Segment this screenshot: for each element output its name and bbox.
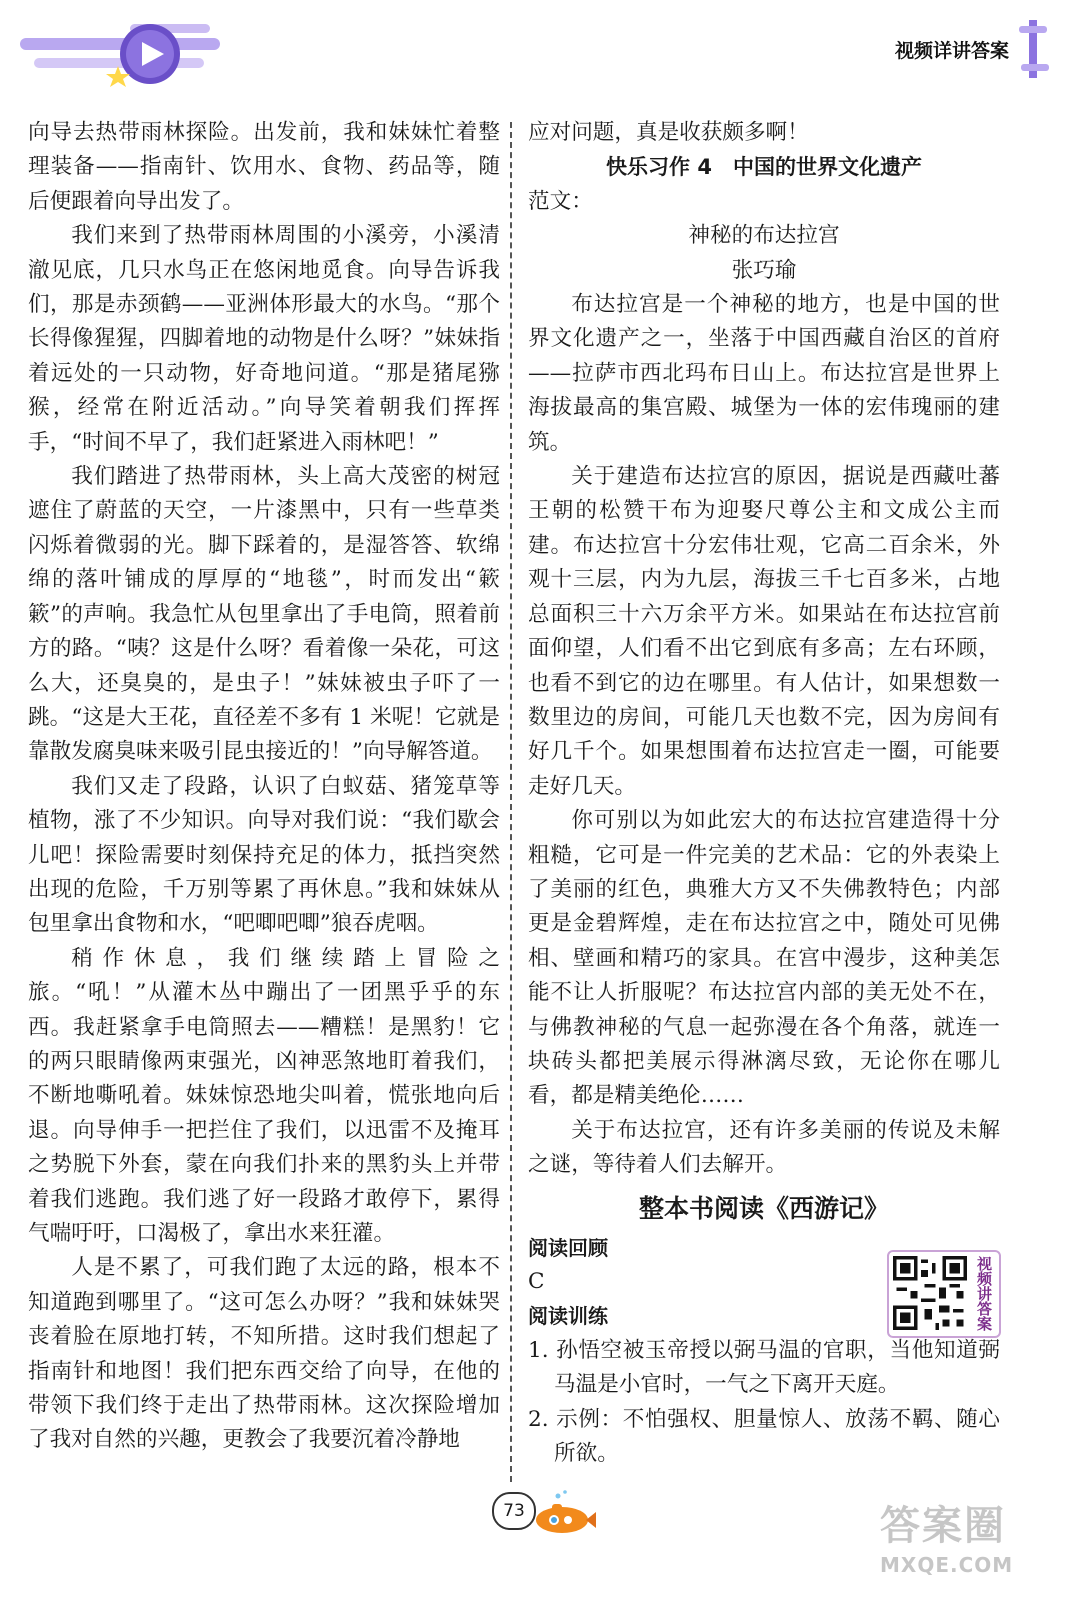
left-paragraph-3: 我们踏进了热带雨林，头上高大茂密的树冠遮住了蔚蓝的天空，一片漆黑中，只有一些草类闪烁着微弱的光。脚下踩着的，是湿答答、软绵绵的落叶铺成的厚厚的“地毯”，时而发出“簌簌”的声响。我急忙从包里拿出了手电筒，照着前方的路。“咦？这是什么呀？看着像一朵花，可这么大，还臭臭的，是虫子！”妹妹被虫子吓了一跳。“这是大王花，直径差不多有 1 米呢！它就是靠散发腐臭味来吸引昆虫接近的！”向导解答道。 <box>28 464 500 765</box>
watermark-top: 答案圈 <box>880 1503 1006 1549</box>
review-label: 阅读回顾 <box>528 1235 608 1260</box>
book-section-title: 整本书阅读《西游记》 <box>638 1193 889 1223</box>
review-answer: C <box>528 1269 545 1294</box>
essay-paragraph-3: 你可别以为如此宏大的布达拉宫建造得十分粗糙，它可是一件完美的艺术品：它的外表染上了美丽的红色，典雅大方又不失佛教特色；内部更是金碧辉煌，走在布达拉宫之中，随处可见佛相、壁画和精巧的家具。在宫中漫步，这种美怎能不让人折服呢？布达拉宫内部的美无处不在，与佛教神秘的气息一起弥漫在各个角落，就连一块砖头都把美展示得淋漓尽致，无论你在哪儿看，都是精美绝伦…… <box>528 808 1000 1109</box>
essay-paragraph-1: 布达拉宫是一个神秘的地方，也是中国的世界文化遗产之一，坐落于中国西藏自治区的首府——拉萨市西北玛布日山上。布达拉宫是世界上海拔最高的集宫殿、城堡为一体的宏伟瑰丽的建筑。 <box>528 292 1000 455</box>
video-play-logo-icon <box>20 14 220 88</box>
essay-paragraph-4: 关于布达拉宫，还有许多美丽的传说及未解之谜，等待着人们去解开。 <box>528 1117 1000 1178</box>
left-paragraph-6: 人是不累了，可我们跑了太远的路，根本不知道跑到哪里了。“这可怎么办呀？”我和妹妹哭丧着脸在原地打转，不知所措。这时我们想起了指南针和地图！我们把东西交给了向导，在他的带领下我们终于走出了热带雨林。这次探险增加了我对自然的兴趣，更教会了我要沉着冷静地 <box>28 1255 500 1453</box>
section-title: 快乐习作 4 中国的世界文化遗产 <box>606 155 922 180</box>
left-paragraph-5: 稍作休息，我们继续踏上冒险之旅。“吼！”从灌木丛中蹦出了一团黑乎乎的东西。我赶紧拿手电筒照去——糟糕！是黑豹！它的两只眼睛像两束强光，凶神恶煞地盯着我们，不断地嘶吼着。妹妹惊恐地尖叫着，慌张地向后退。向导伸手一把拦住了我们，以迅雷不及掩耳之势脱下外套，蒙在向我们扑来的黑豹头上并带着我们逃跑。我们逃了好一段路才敢停下，累得气喘吁吁，口渴极了，拿出水来狂灌。 <box>28 945 500 1246</box>
watermark <box>880 1500 1070 1596</box>
watermark-bottom: MXQE.COM <box>880 1553 1014 1577</box>
essay-paragraph-2: 关于建造布达拉宫的原因，据说是西藏吐蕃王朝的松赞干布为迎娶尺尊公主和文成公主而建。布达拉宫十分宏伟壮观，它高二百余米，外观十三层，内为九层，海拔三千七百多米，占地总面积三十六万余平方米。如果站在布达拉宫前面仰望，人们看不出它到底有多高；左右环顾，也看不到它的边在哪里。有人估计，如果想数一数里边的房间，可能几天也数不完，因为房间有好几千个。如果想围着布达拉宫走一圈，可能要走好几天。 <box>528 464 1000 799</box>
header-decoration-icon <box>1019 20 1049 78</box>
qr-code-icon <box>893 1256 967 1330</box>
essay-author: 张巧瑜 <box>731 257 797 283</box>
training-label: 阅读训练 <box>528 1304 608 1329</box>
sample-label: 范文： <box>528 188 593 214</box>
column-divider <box>510 122 512 1482</box>
left-column <box>28 116 500 1458</box>
left-paragraph-4: 我们又走了段路，认识了白蚁菇、猪笼草等植物，涨了不少知识。向导对我们说：“我们歇会儿吧！探险需要时刻保持充足的体力，抵挡突然出现的危险，千万别等累了再休息。”我和妹妹从包里拿出食物和水，“吧唧吧唧”狼吞虎咽。 <box>28 773 500 937</box>
left-paragraph-1: 向导去热带雨林探险。出发前，我和妹妹忙着整理装备——指南针、饮用水、食物、药品等，随后便跟着向导出发了。 <box>28 120 500 214</box>
essay-title: 神秘的布达拉宫 <box>688 223 840 249</box>
continuation-text: 应对问题，真是收获颇多啊！ <box>528 120 809 145</box>
training-item-2: 2. 示例：不怕强权、胆量惊人、放荡不羁、随心所欲。 <box>528 1406 1000 1467</box>
page-number: 73 <box>492 1492 536 1530</box>
qr-code-box[interactable] <box>887 1250 1001 1338</box>
left-paragraph-2: 我们来到了热带雨林周围的小溪旁，小溪清澈见底，几只水鸟正在悠闲地觅食。向导告诉我们，那是赤颈鹤——亚洲体形最大的水鸟。“那个长得像猩猩，四脚着地的动物是什么呀？”妹妹指着远处的一只动物，好奇地问道。“那是猪尾猕猴，经常在附近活动。”向导笑着朝我们挥挥手，“时间不早了，我们赶紧进入雨林吧！” <box>28 223 500 455</box>
submarine-icon <box>528 1490 598 1538</box>
qr-label: 视频讲答案 <box>975 1256 993 1331</box>
training-item-1: 1. 孙悟空被玉帝授以弼马温的官职，当他知道弼马温是小官时，一气之下离开天庭。 <box>528 1337 1000 1398</box>
header-title: 视频详讲答案 <box>894 40 1009 62</box>
page-header <box>0 0 1087 110</box>
